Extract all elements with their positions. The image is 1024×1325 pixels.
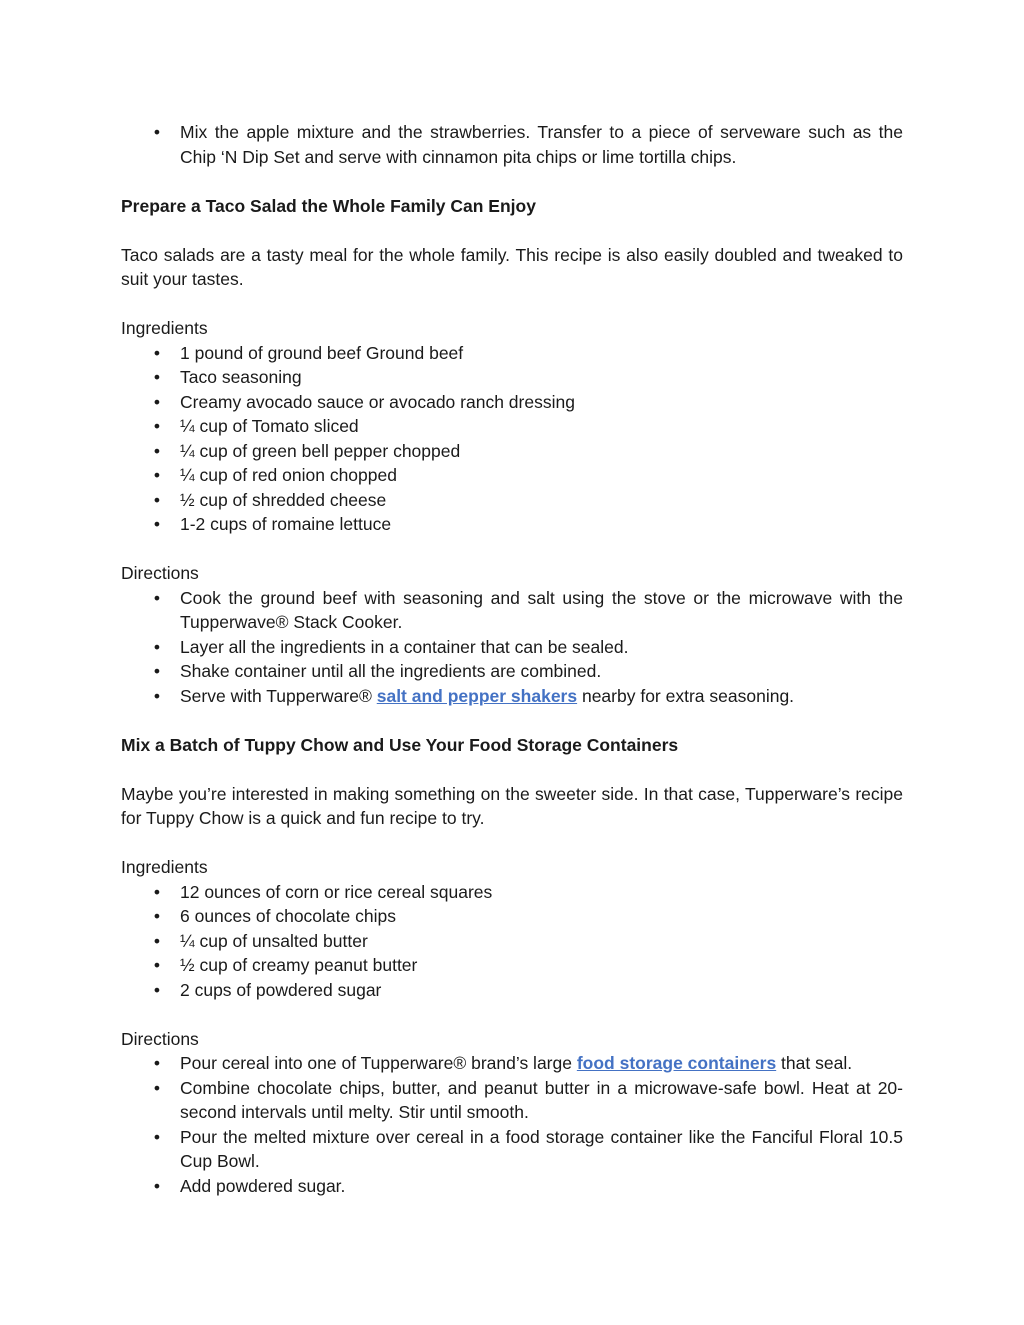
bullet-icon: • — [153, 685, 161, 706]
list-item-text: Creamy avocado sauce or avocado ranch dressing — [180, 391, 575, 412]
list-item-text: ½ cup of shredded cheese — [180, 489, 387, 510]
taco-ingredients-label: Ingredients — [121, 318, 208, 338]
chow-heading: Mix a Batch of Tuppy Chow and Use Your Food Storage Containers — [121, 734, 679, 755]
list-item-text: 1 pound of ground beef Ground beef — [180, 342, 464, 363]
chow-directions-label: Directions — [121, 1028, 199, 1049]
list-item — [121, 1174, 903, 1199]
bullet-icon: • — [153, 367, 161, 387]
list-item-text: Layer all the ingredients in a container that can be sealed. — [180, 636, 629, 657]
list-item — [121, 463, 903, 488]
taco-heading: Prepare a Taco Salad the Whole Family Can Enjoy — [121, 195, 536, 216]
list-item-text-before: Pour cereal into one of Tupperware® brand’s large — [180, 1053, 577, 1073]
list-item — [121, 978, 903, 1003]
taco-directions-list — [121, 586, 903, 709]
bullet-icon: • — [153, 1126, 161, 1147]
bullet-icon: • — [153, 1175, 161, 1196]
list-item-text: ¼ cup of Tomato sliced — [180, 416, 359, 436]
list-item — [121, 1125, 903, 1174]
list-item — [121, 488, 903, 513]
list-item-text: Pour the melted mixture over cereal in a food storage container like the Fanciful Floral 10.5 Cup Bowl. — [180, 1126, 903, 1171]
bullet-icon: • — [153, 342, 161, 363]
chow-ingredients-label: Ingredients — [121, 857, 208, 877]
list-item-text: 2 cups of powdered sugar — [180, 979, 382, 1000]
top-bullet-list — [121, 120, 903, 169]
list-item-text: Add powdered sugar. — [180, 1175, 346, 1196]
list-item-text-before: Serve with Tupperware® — [180, 685, 377, 706]
list-item-text: Shake container until all the ingredients are combined. — [180, 661, 602, 681]
document-page — [121, 120, 903, 1198]
list-item — [121, 1051, 903, 1076]
list-item-text: Taco seasoning — [180, 367, 302, 387]
taco-intro: Taco salads are a tasty meal for the whole family. This recipe is also easily doubled and tweaked to suit your tastes. — [121, 244, 903, 289]
list-item — [121, 880, 903, 905]
bullet-icon: • — [153, 661, 161, 681]
bullet-icon: • — [153, 955, 161, 975]
food-storage-containers-link[interactable]: food storage containers — [576, 1053, 777, 1073]
list-item-text: ¼ cup of green bell pepper chopped — [180, 440, 461, 461]
bullet-icon: • — [153, 930, 161, 951]
taco-directions-label: Directions — [121, 563, 199, 583]
bullet-icon: • — [153, 440, 161, 461]
list-item-text: ¼ cup of red onion chopped — [180, 465, 397, 485]
list-item-text-after: that seal. — [776, 1053, 853, 1073]
salt-and-pepper-shakers-link[interactable]: salt and pepper shakers — [376, 685, 578, 706]
list-item — [121, 904, 903, 929]
list-item — [121, 1076, 903, 1125]
bullet-icon: • — [153, 587, 161, 608]
bullet-icon: • — [153, 465, 161, 485]
list-item-text: ¼ cup of unsalted butter — [180, 930, 368, 951]
bullet-icon: • — [153, 1077, 161, 1098]
list-item-text-after: nearby for extra seasoning. — [577, 685, 795, 706]
list-item — [121, 439, 903, 464]
bullet-icon: • — [153, 881, 161, 902]
list-item-text: 12 ounces of corn or rice cereal squares — [180, 881, 493, 902]
bullet-icon: • — [153, 979, 161, 1000]
list-item — [121, 953, 903, 978]
list-item-text: 1-2 cups of romaine lettuce — [180, 514, 392, 534]
list-item-text: Cook the ground beef with seasoning and salt using the stove or the microwave with the Tupperwave® Stack Cooker. — [180, 587, 903, 632]
bullet-icon: • — [153, 391, 161, 412]
list-item — [121, 586, 903, 635]
list-item — [121, 684, 903, 709]
list-item-text: Combine chocolate chips, butter, and peanut butter in a microwave-safe bowl. Heat at 20-second intervals until melty. Stir until smooth. — [180, 1077, 903, 1122]
list-item-text: 6 ounces of chocolate chips — [180, 906, 396, 926]
bullet-icon: • — [153, 636, 161, 657]
bullet-icon: • — [153, 906, 161, 926]
list-item — [121, 512, 903, 537]
list-item — [121, 635, 903, 660]
list-item — [121, 659, 903, 684]
list-item — [121, 365, 903, 390]
bullet-icon: • — [153, 416, 161, 436]
list-item-text: ½ cup of creamy peanut butter — [180, 955, 418, 975]
taco-ingredients-list — [121, 341, 903, 537]
list-item — [121, 341, 903, 366]
list-item — [121, 390, 903, 415]
bullet-icon: • — [153, 1053, 161, 1073]
list-item — [121, 120, 903, 169]
list-item — [121, 414, 903, 439]
list-item-text: Mix the apple mixture and the strawberries. Transfer to a piece of serveware such as the Chip ‘N Dip Set and serve with cinnamon pita chips or lime tortilla chips. — [180, 122, 903, 167]
bullet-icon: • — [153, 122, 161, 142]
bullet-icon: • — [153, 489, 161, 510]
chow-directions-list — [121, 1051, 903, 1198]
list-item — [121, 929, 903, 954]
chow-intro: Maybe you’re interested in making something on the sweeter side. In that case, Tupperware’s recipe for Tuppy Chow is a quick and fun recipe to try. — [121, 783, 903, 828]
chow-ingredients-list — [121, 880, 903, 1003]
bullet-icon: • — [153, 514, 161, 534]
